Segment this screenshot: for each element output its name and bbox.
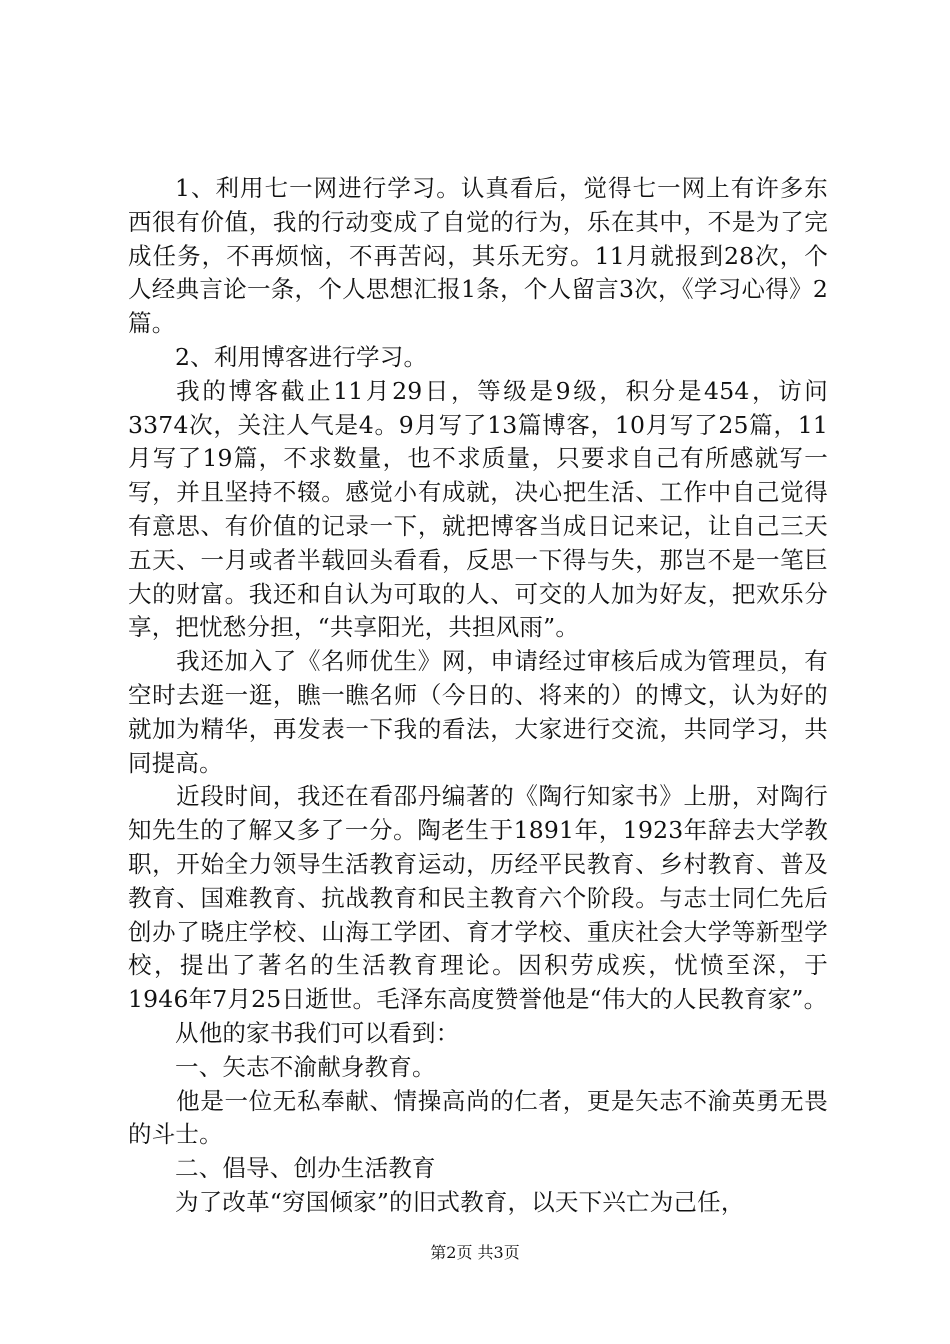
paragraph-mingshi-network: 我还加入了《名师优生》网，申请经过审核后成为管理员，有空时去逛一逛，瞧一瞧名师（今日的、将来的）的博文，认为好的就加为精华，再发表一下我的看法，大家进行交流，共同学习，共同提高。 bbox=[128, 647, 828, 777]
paragraph-blog-heading: 2、利用博客进行学习。 bbox=[175, 342, 428, 371]
paragraph-from-letters: 从他的家书我们可以看到： bbox=[175, 1018, 460, 1047]
paragraph-tao-xingzhi-letters: 近段时间，我还在看邵丹编著的《陶行知家书》上册，对陶行知先生的了解又多了一分。陶老生于1891年，1923年辞去大学教职，开始全力领导生活教育运动，历经平民教育、乡村教育、普及教育、国难教育、抗战教育和民主教育六个阶段。与志士同仁先后创办了晓庄学校、山海工学团、育才学校、重庆社会大学等新型学校，提出了著名的生活教育理论。因积劳成疾，忧愤至深，于1946年7月25日逝世。毛泽东高度赞誉他是“伟大的人民教育家”。 bbox=[128, 782, 828, 1014]
page-number-footer: 第2页 共3页 bbox=[430, 1243, 520, 1262]
paragraph-section-one-body: 他是一位无私奉献、情操高尚的仁者，更是矢志不渝英勇无畏的斗士。 bbox=[128, 1086, 828, 1149]
paragraph-qiyi-study: 1、利用七一网进行学习。认真看后，觉得七一网上有许多东西很有价值，我的行动变成了自觉的行为，乐在其中，不是为了完成任务，不再烦恼，不再苦闷，其乐无穷。11月就报到28次，个人经典言论一条，个人思想汇报1条，个人留言3次，《学习心得》2篇。 bbox=[128, 174, 828, 338]
document-body bbox=[128, 172, 828, 1220]
paragraph-blog-stats: 我的博客截止11月29日，等级是9级，积分是454，访问3374次，关注人气是4。9月写了13篇博客，10月写了25篇，11月写了19篇，不求数量，也不求质量，只要求自己有所感就写一写，并且坚持不辍。感觉小有成就，决心把生活、工作中自己觉得有意思、有价值的记录一下，就把博客当成日记来记，让自己三天五天、一月或者半载回头看看，反思一下得与失，那岂不是一笔巨大的财富。我还和自认为可取的人、可交的人加为好友，把欢乐分享，把忧愁分担，“共享阳光，共担风雨”。 bbox=[128, 376, 828, 642]
paragraph-section-one-heading: 一、矢志不渝献身教育。 bbox=[175, 1052, 436, 1081]
paragraph-section-two-heading: 二、倡导、创办生活教育 bbox=[175, 1154, 436, 1183]
paragraph-section-two-body: 为了改革“穷国倾家”的旧式教育，以天下兴亡为己任， bbox=[175, 1187, 745, 1216]
